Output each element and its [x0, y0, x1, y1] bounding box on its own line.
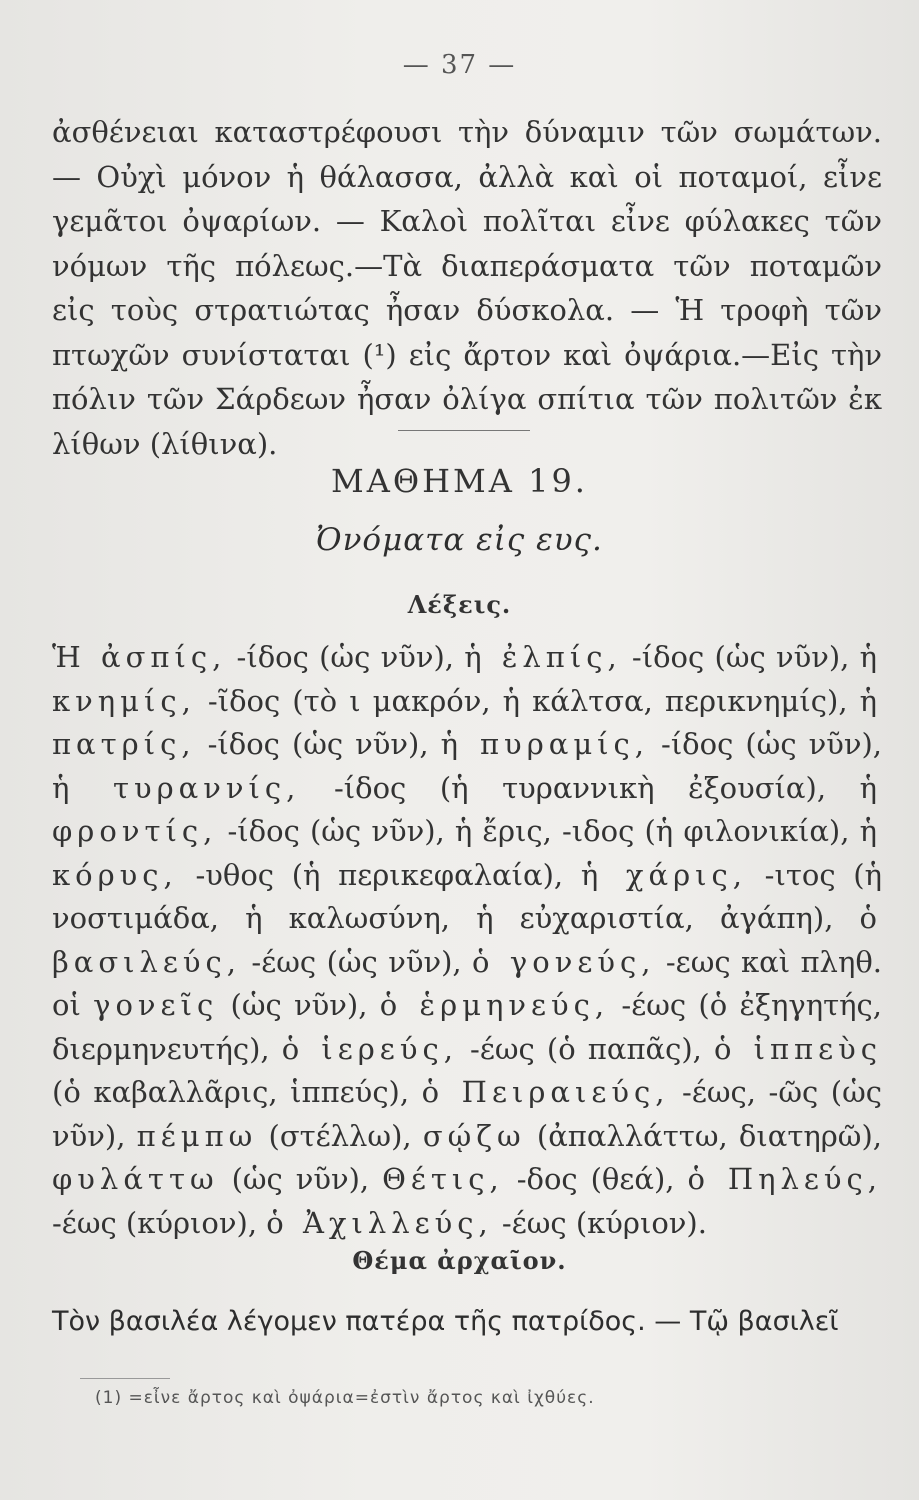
- ancient-theme-heading: Θέμα ἀρχαῖον.: [352, 1246, 567, 1275]
- vocab-gloss: -ίδος (ἡ τυραννικὴ ἐξουσία),: [300, 770, 860, 805]
- vocab-gloss: (στέλλω),: [257, 1118, 423, 1153]
- footnote-divider: [80, 1378, 170, 1379]
- vocab-gloss: -ίδος (ὡς νῦν),: [649, 727, 883, 761]
- vocab-gloss: (ὡς νῦν),: [218, 988, 380, 1022]
- vocab-gloss: -έως (ὁ ἐξηγητής, διερμηνευτής),: [52, 988, 882, 1066]
- vocab-gloss: (ὡς νῦν),: [218, 1162, 383, 1196]
- vocab-word: ὁ γονεύς,: [472, 944, 656, 979]
- vocab-gloss: -έως, -ῶς (ὡς νῦν),: [52, 1075, 882, 1153]
- vocabulary-heading: Λέξεις.: [407, 590, 512, 619]
- vocab-word: ἡ πατρίς,: [52, 683, 882, 761]
- vocab-gloss: -ῖδος (τὸ ι μακρόν, ἡ κάλτσα, περικνημίς),: [195, 683, 860, 718]
- vocab-word: ἡ κόρυς,: [52, 814, 882, 892]
- vocabulary-list: [52, 636, 882, 1245]
- vocab-gloss: (ὁ καβαλλᾶρις, ἱππεύς),: [52, 1075, 422, 1109]
- footnote: (1) =εἶνε ἄρτος καὶ ὀψάρια=ἐστὶν ἄρτος καὶ ἰχθύες.: [95, 1388, 595, 1408]
- vocab-gloss: -έως (ὁ παπᾶς),: [457, 1031, 715, 1066]
- vocab-gloss: -εως καὶ πληθ. οἱ: [52, 944, 882, 1022]
- page-number: — 37 —: [402, 50, 517, 80]
- vocab-word: ἡ τυραννίς,: [52, 770, 301, 805]
- vocab-word: ἡ ἔρις,: [454, 814, 552, 848]
- vocab-word: πέμπω: [136, 1118, 258, 1153]
- vocab-word: ἡ κνημίς,: [52, 640, 882, 718]
- vocab-word: σῴζω: [422, 1118, 526, 1153]
- vocab-gloss: -ίδος (ὡς νῦν),: [195, 727, 441, 761]
- vocab-word: ὁ ἱερεύς,: [281, 1031, 458, 1066]
- vocab-word: γονεῖς: [93, 988, 219, 1022]
- vocab-gloss: -έως (κύριον).: [492, 1205, 707, 1240]
- vocab-word: ὁ Πειραιεύς,: [421, 1075, 670, 1109]
- vocab-word: ὁ ἱππεὺς: [714, 1031, 882, 1066]
- vocab-gloss: (ἀπαλλάττω, διατηρῶ),: [525, 1118, 882, 1153]
- vocab-gloss: -ίδος (ὡς νῦν),: [217, 814, 455, 848]
- vocab-word: ὁ Πηλεύς,: [687, 1162, 883, 1196]
- ancient-theme-text: Τὸν βασιλέα λέγομεν πατέρα τῆς πατρίδος. — Τῷ βασιλεῖ: [52, 1306, 839, 1337]
- vocab-gloss: -ίδος (ὡς νῦν),: [226, 640, 465, 674]
- vocab-gloss: -έως (ὡς νῦν),: [241, 944, 473, 979]
- vocab-gloss: -υθος (ἡ περικεφαλαία),: [177, 857, 581, 892]
- vocab-word: ἡ χάρις,: [580, 857, 747, 892]
- vocab-word: Θέτις,: [382, 1162, 504, 1196]
- vocab-word: ἡ ἐλπίς,: [464, 640, 622, 674]
- vocab-word: φυλάττω: [52, 1162, 219, 1196]
- vocab-word: ὁ βασιλεύς,: [52, 901, 882, 979]
- vocab-gloss: -ιτος (ἡ νοστιμάδα, ἡ καλωσύνη, ἡ εὐχαριστία, ἀγάπη),: [52, 857, 882, 935]
- lesson-subtitle: Ὀνόματα εἰς ευς.: [316, 522, 603, 558]
- vocab-gloss: -δος (θεά),: [503, 1162, 688, 1196]
- vocab-gloss: -ιδος (ἡ φιλονικία),: [551, 814, 860, 848]
- vocab-word: Ἡ ἀσπίς,: [52, 640, 227, 674]
- continued-paragraph: ἀσθένειαι καταστρέφουσι τὴν δύναμιν τῶν σωμάτων. — Οὐχὶ μόνον ἡ θάλασσα, ἀλλὰ καὶ οἱ ποταμοί, εἶνε γεμᾶτοι ὀψαρίων. — Καλοὶ πολῖται εἶνε φύλακες τῶν νόμων τῆς πόλεως.—Τὰ διαπεράσματα τῶν ποταμῶν εἰς τοὺς στρατιώτας ἦσαν δύσκολα. — Ἡ τροφὴ τῶν πτωχῶν συνίσταται (¹) εἰς ἄρτον καὶ ὀψάρια.—Εἰς τὴν πόλιν τῶν Σάρδεων ἦσαν ὀλίγα σπίτια τῶν πολιτῶν ἐκ λίθων (λίθινα).: [52, 115, 882, 461]
- vocab-gloss: -ίδος (ὡς νῦν),: [621, 640, 860, 674]
- lesson-title: ΜΑΘΗΜΑ 19.: [331, 462, 588, 500]
- vocab-word: ἡ πυραμίς,: [440, 727, 649, 761]
- vocab-word: ὁ ἑρμηνεύς,: [379, 988, 610, 1022]
- vocab-word: ὁ Ἀχιλλεύς,: [266, 1205, 493, 1240]
- section-divider: [398, 430, 530, 431]
- vocab-word: ἡ φροντίς,: [52, 770, 882, 848]
- vocab-gloss: -έως (κύριον),: [52, 1205, 267, 1240]
